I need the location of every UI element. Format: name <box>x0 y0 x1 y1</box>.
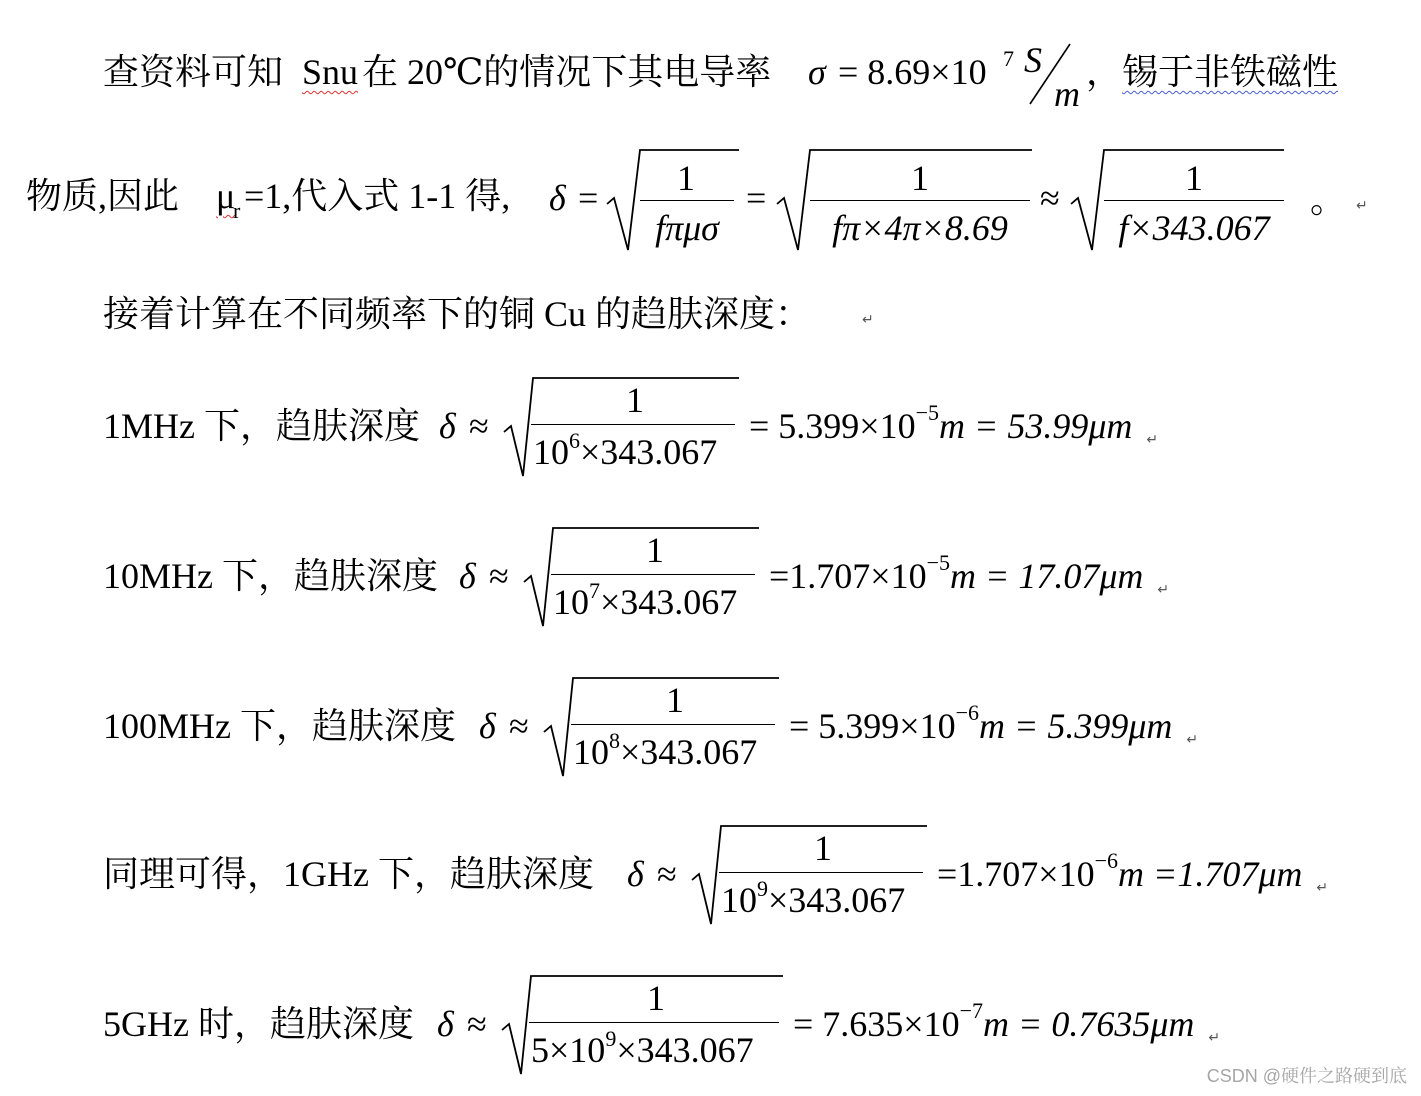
f3-den: f×343.067 <box>1118 208 1270 248</box>
row-result-a: = 5.399×10 <box>789 706 956 746</box>
f1-num: 1 <box>677 158 695 198</box>
row-result-a: =1.707×10 <box>769 556 927 596</box>
row-result-a: = 5.399×10 <box>749 406 916 446</box>
p2-mu: μ <box>216 176 236 216</box>
p1-text-b: 在 20℃的情况下其电导率 <box>362 52 772 92</box>
row-result-b: m = 0.7635 <box>983 1004 1151 1044</box>
row-den-rest: ×343.067 <box>768 880 906 920</box>
row-result-b: m =1.707 <box>1118 854 1259 894</box>
fraction-bar <box>551 574 755 575</box>
p1-snu: Snu <box>302 52 359 92</box>
row-result-exp: −6 <box>1094 848 1119 873</box>
p2-mu-sub: r <box>233 198 241 223</box>
row-result-b: m = 17.07 <box>950 556 1100 596</box>
paragraph-mark: ↵ <box>1186 732 1199 748</box>
p2-delta: δ <box>549 178 566 218</box>
row-label: 10MHz 下，趋肤深度 <box>103 556 438 596</box>
row-den-base: 10 <box>533 432 569 472</box>
row-den-base: 10 <box>553 582 589 622</box>
fraction-bar <box>529 1022 779 1023</box>
row-result-unit: μm <box>1150 1004 1195 1044</box>
row-result <box>793 998 1221 1052</box>
row-delta: δ <box>459 556 476 596</box>
paragraph-formula <box>0 140 1421 260</box>
row-label: 1MHz 下，趋肤深度 <box>103 406 420 446</box>
row-den-rest: ×343.067 <box>616 1030 754 1070</box>
p3-text: 接着计算在不同频率下的铜 Cu 的趋肤深度： <box>103 294 812 334</box>
p2-dot: 。 <box>1310 180 1347 220</box>
f1-bar <box>640 200 734 201</box>
row-den <box>721 876 906 925</box>
watermark: CSDN @硬件之路硬到底 <box>1206 1066 1407 1086</box>
f2-num: 1 <box>911 158 929 198</box>
row-num: 1 <box>814 828 832 868</box>
p1-unit-num: S <box>1024 40 1042 80</box>
row-result <box>789 700 1199 754</box>
p1-xi: 锡于非铁磁性 <box>1122 52 1339 92</box>
row-approx: ≈ <box>489 556 509 596</box>
row-delta: δ <box>479 706 496 746</box>
row-result-exp: −7 <box>959 998 984 1023</box>
row-result <box>769 550 1170 604</box>
paragraph-mark: ↵ <box>1157 582 1170 598</box>
row-result-a: = 7.635×10 <box>793 1004 960 1044</box>
row-num: 1 <box>666 680 684 720</box>
row-approx: ≈ <box>467 1004 487 1044</box>
row-result-b: m = 5.399 <box>979 706 1129 746</box>
row-result-exp: −5 <box>926 550 951 575</box>
row-den-exp: 6 <box>569 428 580 453</box>
f1-den: fπμσ <box>655 208 719 248</box>
paragraph-conductivity <box>0 40 1421 150</box>
row-result-unit: μm <box>1128 706 1173 746</box>
row-den-rest: ×343.067 <box>580 432 718 472</box>
row-den-exp: 8 <box>609 728 620 753</box>
fraction-bar <box>719 872 923 873</box>
row-den-exp: 9 <box>757 876 768 901</box>
paragraph-intro <box>0 284 1421 344</box>
f2-bar <box>810 200 1030 201</box>
f3-bar <box>1104 200 1284 201</box>
row-delta: δ <box>437 1004 454 1044</box>
paragraph-mark: ↵ <box>1356 198 1368 214</box>
row-den <box>533 428 718 477</box>
paragraph-mark: ↵ <box>862 312 874 328</box>
fraction-bar <box>571 724 775 725</box>
paragraph-mark: ↵ <box>1316 880 1329 896</box>
row-den-base: 10 <box>721 880 757 920</box>
row-approx: ≈ <box>657 854 677 894</box>
row-den-exp: 7 <box>589 578 600 603</box>
row-result <box>937 848 1329 902</box>
row-result-unit: μm <box>1258 854 1303 894</box>
skin-depth-row <box>0 820 1421 930</box>
row-approx: ≈ <box>509 706 529 746</box>
p2-eq1: = <box>578 178 599 218</box>
p2-eq2: = <box>746 178 767 218</box>
row-num: 1 <box>626 380 644 420</box>
p1-text-c: ， <box>1086 52 1123 92</box>
row-den <box>531 1026 754 1075</box>
p1-sigma: σ <box>808 52 826 92</box>
row-num: 1 <box>646 530 664 570</box>
p2-text-b: =1,代入式 1-1 得, <box>244 176 511 216</box>
row-den-base: 10 <box>573 732 609 772</box>
p1-exp: 7 <box>1003 46 1014 71</box>
row-result-unit: μm <box>1099 556 1144 596</box>
row-den <box>553 578 738 627</box>
skin-depth-row <box>0 672 1421 782</box>
row-label: 100MHz 下，趋肤深度 <box>103 706 456 746</box>
row-den-rest: ×343.067 <box>620 732 758 772</box>
p1-unit-den: m <box>1054 74 1080 114</box>
row-delta: δ <box>439 406 456 446</box>
row-den-exp: 9 <box>605 1026 617 1051</box>
row-result-exp: −5 <box>915 400 940 425</box>
p2-text-a: 物质,因此 <box>26 176 180 216</box>
row-result-exp: −6 <box>955 700 980 725</box>
row-den-rest: ×343.067 <box>600 582 738 622</box>
p1-eq: = 8.69×10 <box>838 52 987 92</box>
row-approx: ≈ <box>469 406 489 446</box>
row-result-unit: μm <box>1088 406 1133 446</box>
row-delta: δ <box>627 854 644 894</box>
skin-depth-row <box>0 372 1421 482</box>
p2-approx: ≈ <box>1040 178 1060 218</box>
row-den-base: 5×10 <box>531 1030 606 1070</box>
f3-num: 1 <box>1185 158 1203 198</box>
row-result-a: =1.707×10 <box>937 854 1095 894</box>
row-num: 1 <box>647 978 665 1018</box>
f2-den: fπ×4π×8.69 <box>832 208 1008 248</box>
row-label: 同理可得，1GHz 下，趋肤深度 <box>103 854 594 894</box>
paragraph-mark: ↵ <box>1146 432 1159 448</box>
fraction-bar <box>531 424 735 425</box>
row-den <box>573 728 758 777</box>
skin-depth-row <box>0 522 1421 632</box>
row-label: 5GHz 时，趋肤深度 <box>103 1004 414 1044</box>
row-result-b: m = 53.99 <box>939 406 1089 446</box>
p1-text-a: 查资料可知 <box>103 52 284 92</box>
paragraph-mark: ↵ <box>1208 1030 1221 1046</box>
row-result <box>749 400 1159 454</box>
